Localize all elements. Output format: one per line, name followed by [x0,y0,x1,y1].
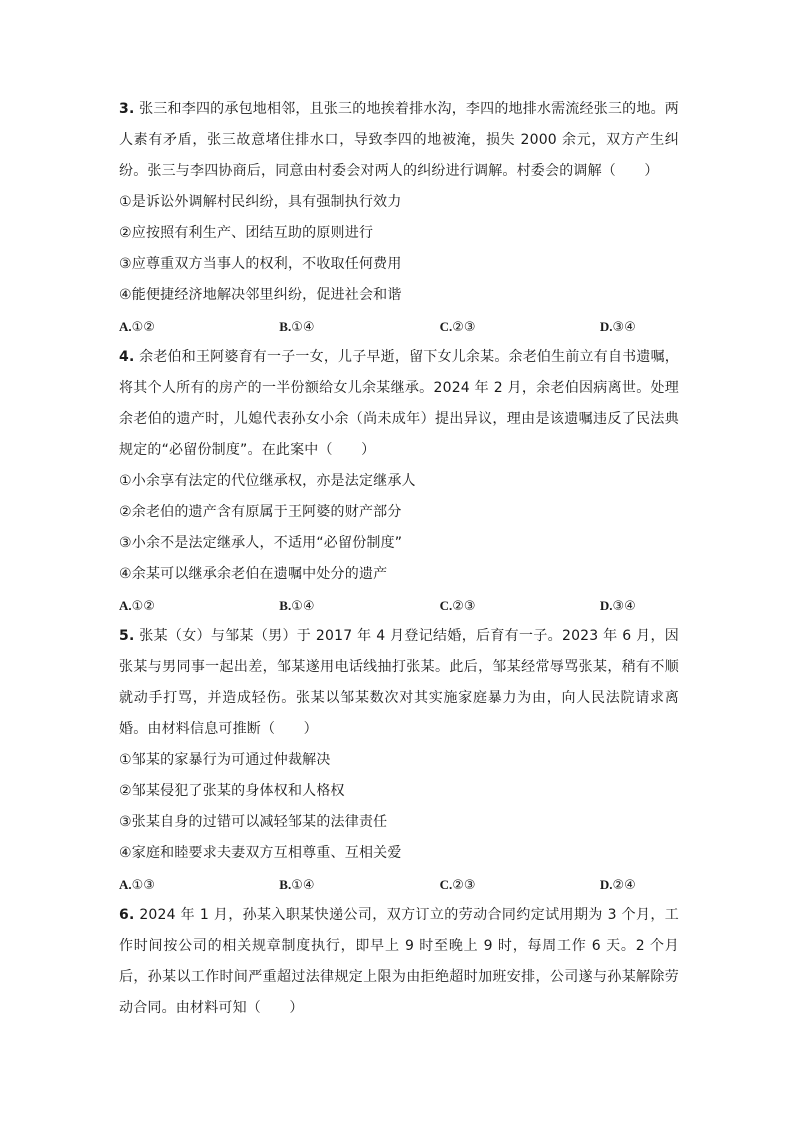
option-b: B.①④ [279,877,315,893]
question-stem [119,94,679,187]
question-stem [119,342,679,466]
question-3 [119,94,679,342]
question-text: 余老伯和王阿婆育有一子一女，儿子早逝，留下女儿余某。余老伯生前立有自书遗嘱，将其个人所有的房产的一半份额给女儿余某继承。2024 年 2 月，余老伯因病离世。处理余老伯的遗产时，儿媳代表孙女小余（尚未成年）提出异议，理由是该遗嘱违反了民法典规定的“必留份制度”。在此案中（ ） [119,349,679,458]
option-a: A.①② [119,598,155,614]
question-4 [119,342,679,621]
question-number: 6. [119,907,135,923]
question-number: 5. [119,628,135,644]
option-c: C.②③ [439,598,476,614]
statement-3: ③应尊重双方当事人的权利，不收取任何费用 [119,256,402,272]
option-b: B.①④ [279,319,315,335]
answer-options [119,869,679,900]
question-number: 3. [119,101,135,117]
statement-4: ④能便捷经济地解决邻里纠纷，促进社会和谐 [119,287,402,303]
question-6 [119,900,679,1024]
option-c: C.②③ [439,319,476,335]
question-list [119,94,679,1024]
statement-3: ③张某自身的过错可以减轻邹某的法律责任 [119,814,388,830]
statement-1: ①邹某的家暴行为可通过仲裁解决 [119,752,331,768]
option-d: D.③④ [599,319,636,335]
statement-1: ①小余享有法定的代位继承权，亦是法定继承人 [119,473,416,489]
question-stem [119,621,679,745]
statement-1: ①是诉讼外调解村民纠纷，具有强制执行效力 [119,194,402,210]
question-5 [119,621,679,900]
option-a: A.①② [119,319,155,335]
question-text: 张某（女）与邹某（男）于 2017 年 4 月登记结婚，后育有一子。2023 年 6 月，因张某与男同事一起出差，邹某遂用电话线抽打张某。此后，邹某经常辱骂张某，稍有不顺就动手打骂，并造成轻伤。张某以邹某数次对其实施家庭暴力为由，向人民法院请求离婚。由材料信息可推断（ ） [119,628,680,737]
answer-options [119,590,679,621]
question-text: 2024 年 1 月，孙某入职某快递公司，双方订立的劳动合同约定试用期为 3 个月，工作时间按公司的相关规章制度执行，即早上 9 时至晚上 9 时，每周工作 6 天。2 个月后，孙某以工作时间严重超过法律规定上限为由拒绝超时加班安排，公司遂与孙某解除劳动合同。由材料可知（ ） [119,907,680,1016]
statement-4: ④余某可以继承余老伯在遗嘱中处分的遗产 [119,566,388,582]
option-b: B.①④ [279,598,315,614]
answer-options [119,311,679,342]
statement-3: ③小余不是法定继承人，不适用“必留份制度” [119,535,403,551]
statement-2: ②余老伯的遗产含有原属于王阿婆的财产部分 [119,504,402,520]
question-number: 4. [119,349,135,365]
statement-2: ②应按照有利生产、团结互助的原则进行 [119,225,374,241]
statement-2: ②邹某侵犯了张某的身体权和人格权 [119,783,345,799]
option-d: D.②④ [599,877,636,893]
question-text: 张三和李四的承包地相邻，且张三的地挨着排水沟，李四的地排水需流经张三的地。两人素有矛盾，张三故意堵住排水口，导致李四的地被淹，损失 2000 余元，双方产生纠纷。张三与李四协商后，同意由村委会对两人的纠纷进行调解。村委会的调解（ ） [119,101,679,179]
option-d: D.③④ [599,598,636,614]
option-c: C.②③ [439,877,476,893]
statement-4: ④家庭和睦要求夫妻双方互相尊重、互相关爱 [119,845,402,861]
question-stem [119,900,679,1024]
option-a: A.①③ [119,877,155,893]
